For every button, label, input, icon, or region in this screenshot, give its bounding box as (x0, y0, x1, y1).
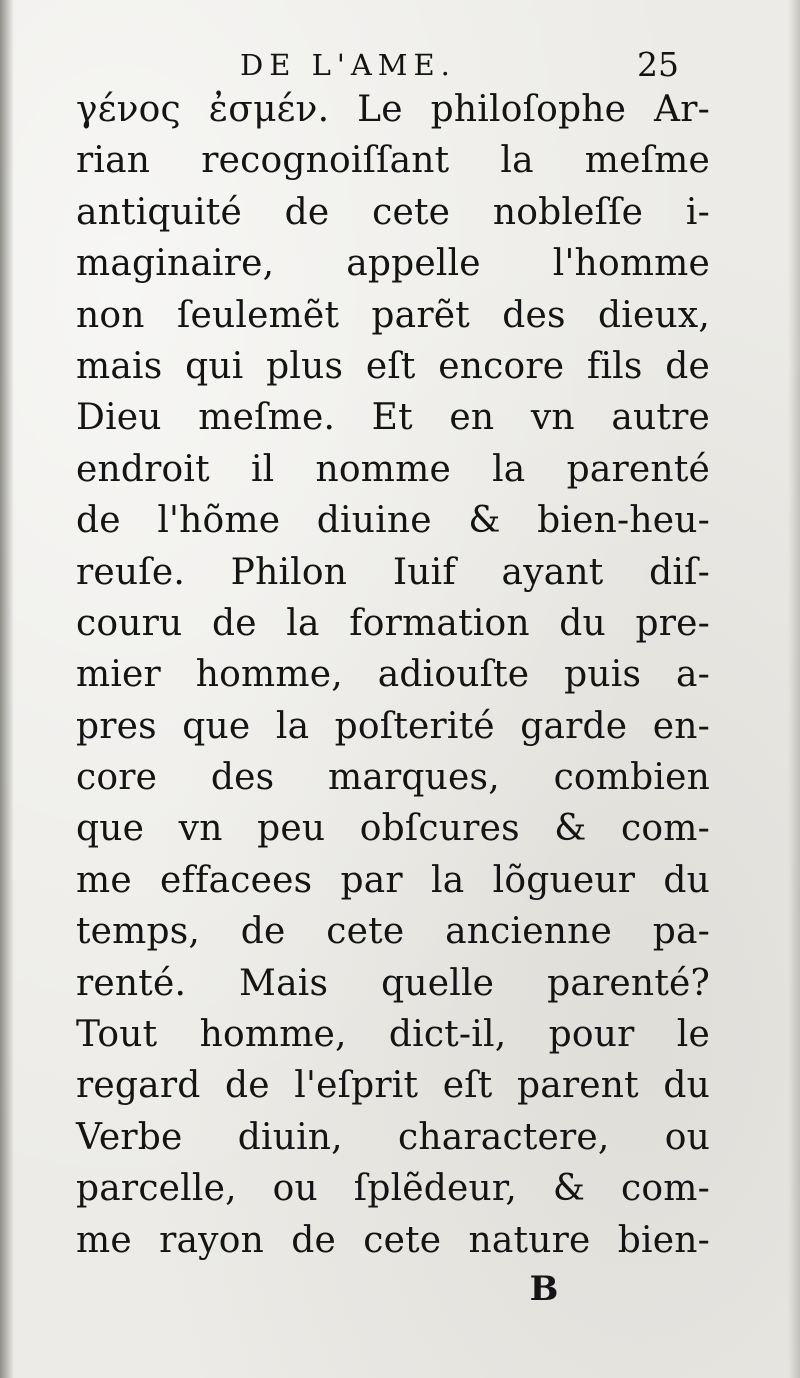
text-line: rian recognoiſſant la meſme (76, 140, 710, 182)
text-line: antiquité de cete nobleſſe i- (76, 191, 710, 233)
text-line: core des marques, combien (76, 757, 710, 799)
text-line: endroit il nomme la parenté (76, 448, 710, 490)
page-gutter-shadow (0, 0, 14, 1378)
text-line: pres que la poſterité garde en- (76, 705, 710, 747)
page-edge (788, 0, 800, 1378)
text-line: couru de la formation du pre- (76, 602, 710, 644)
text-line: Tout homme, dict-il, pour le (76, 1014, 710, 1056)
text-line: de l'hõme diuine & bien-heu- (76, 500, 710, 542)
text-line: non ſeulemẽt parẽt des dieux, (76, 294, 710, 336)
signature-mark: B (529, 1269, 559, 1309)
text-line: Verbe diuin, charactere, ou (76, 1116, 710, 1158)
text-line: γένος ἐσμέν. Le philoſophe Ar- (76, 89, 710, 130)
text-line: Dieu meſme. Et en vn autre (76, 397, 710, 439)
text-line: mier homme, adiouſte puis a- (76, 654, 710, 696)
page-number: 25 (637, 45, 679, 84)
text-line: me rayon de cete nature bien- (76, 1219, 710, 1261)
text-line: que vn peu obſcures & com- (76, 808, 710, 850)
text-line: regard de l'eſprit eſt parent du (76, 1065, 710, 1107)
text-line: me effacees par la lõgueur du (76, 859, 710, 901)
body-text (76, 84, 710, 1266)
page-header (0, 42, 800, 88)
text-line: temps, de cete ancienne pa- (76, 911, 710, 953)
text-line: parcelle, ou ſplẽdeur, & com- (76, 1168, 710, 1210)
text-line: mais qui plus eſt encore fils de (76, 345, 710, 387)
text-line: reuſe. Philon Iuif ayant diſ- (76, 551, 710, 593)
text-line: maginaire, appelle l'homme (76, 243, 710, 285)
running-title: DE L'AME. (240, 48, 456, 82)
text-line: renté. Mais quelle parenté? (76, 962, 710, 1004)
